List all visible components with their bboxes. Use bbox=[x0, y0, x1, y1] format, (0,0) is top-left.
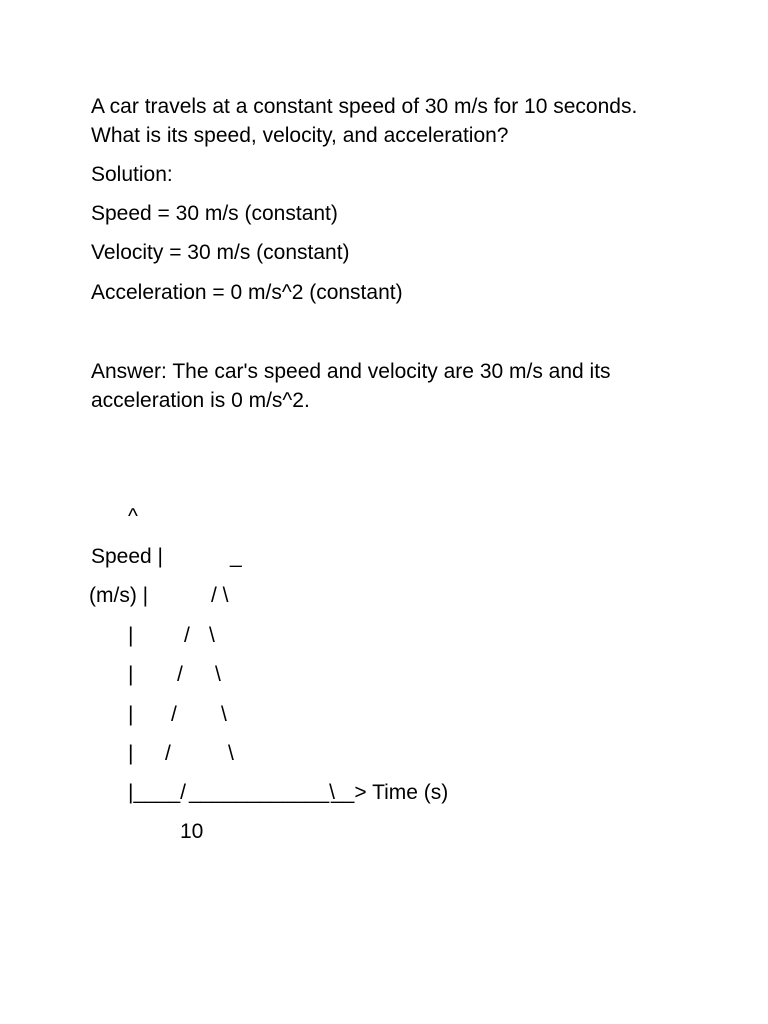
graph-baseline-mid: ____________\ bbox=[189, 781, 335, 804]
graph-left-slope: / bbox=[184, 624, 190, 647]
graph-axis-bar: | bbox=[128, 663, 134, 686]
graph-unit-label: (m/s) | bbox=[89, 584, 149, 607]
solution-label: Solution: bbox=[91, 163, 173, 186]
graph-peak: _ bbox=[230, 545, 242, 568]
graph-baseline-right: __> Time (s) bbox=[331, 781, 449, 804]
graph-axis-bar: | bbox=[128, 624, 134, 647]
speed-line: Speed = 30 m/s (constant) bbox=[91, 202, 338, 225]
graph-baseline-left: |____/ bbox=[128, 781, 187, 804]
graph-axis-bar: | bbox=[128, 703, 134, 726]
graph-right-slope: \ bbox=[221, 703, 227, 726]
velocity-line: Velocity = 30 m/s (constant) bbox=[91, 241, 350, 264]
graph-tick-label: 10 bbox=[180, 820, 204, 843]
graph-peak-slopes: / \ bbox=[211, 584, 229, 607]
graph-right-slope: \ bbox=[209, 624, 215, 647]
graph-left-slope: / bbox=[171, 703, 177, 726]
graph-speed-label: Speed | bbox=[91, 545, 164, 568]
graph-left-slope: / bbox=[165, 742, 171, 765]
acceleration-line: Acceleration = 0 m/s^2 (constant) bbox=[91, 281, 403, 304]
question-text: A car travels at a constant speed of 30 m/s for 10 seconds. What is its speed, velocity, and acceleration? bbox=[91, 95, 638, 147]
graph-left-slope: / bbox=[177, 663, 183, 686]
graph-axis-bar: | bbox=[128, 742, 134, 765]
graph-right-slope: \ bbox=[228, 742, 234, 765]
graph-right-slope: \ bbox=[215, 663, 221, 686]
graph-axis-arrow: ^ bbox=[128, 505, 138, 528]
answer-text: Answer: The car's speed and velocity are 30 m/s and its acceleration is 0 m/s^2. bbox=[91, 360, 611, 412]
